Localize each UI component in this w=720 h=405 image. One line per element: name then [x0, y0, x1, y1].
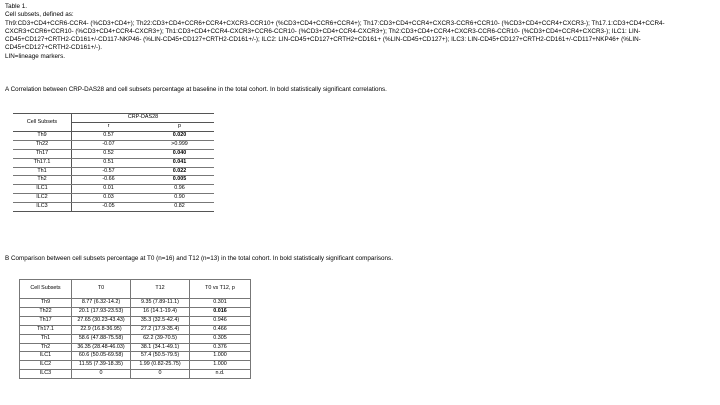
cell-subset: Th17 — [13, 149, 72, 158]
cell-t12: 35.3 (32.5-42.4) — [131, 316, 190, 325]
cell-t0: 20.1 (17.93-23.53) — [72, 307, 131, 316]
cell-p: 0.96 — [145, 185, 214, 194]
table-row — [13, 158, 214, 167]
cell-subset: Th2 — [20, 343, 72, 352]
cell-p: 0.301 — [190, 299, 251, 308]
table-row — [13, 140, 214, 149]
cell-p: 0.041 — [145, 158, 214, 167]
cell-subset: ILC3 — [20, 370, 72, 379]
cell-t0: 0 — [72, 370, 131, 379]
section-a-heading: A Correlation between CRP-DAS28 and cell subsets percentage at baseline in the total cohort. In bold statistically significant correlations. — [5, 86, 387, 93]
cell-t12: 16 (14.1-19.4) — [131, 307, 190, 316]
cell-t12: 1.99 (0.82-25.75) — [131, 361, 190, 370]
cell-p: 0.020 — [145, 131, 214, 140]
cell-t12: 9.35 (7.89-11.1) — [131, 299, 190, 308]
cell-p: 0.022 — [145, 167, 214, 176]
cell-r: 0.57 — [72, 131, 146, 140]
cell-subset: ILC1 — [20, 352, 72, 361]
cell-t0: 36.35 (28.48-46.03) — [72, 343, 131, 352]
cell-t12: 62.2 (39-70.5) — [131, 334, 190, 343]
table-row — [13, 149, 214, 158]
table-row — [20, 334, 251, 343]
table-row — [20, 361, 251, 370]
cell-r: -0.66 — [72, 176, 146, 185]
comparison-table — [19, 279, 251, 379]
cell-p: 0.016 — [190, 307, 251, 316]
cell-t0: 11.55 (7.39-18.35) — [72, 361, 131, 370]
definition-line: Th9:CD3+CD4+CCR6-CCR4- (%CD3+CD4+); Th22:CD3+CD4+CCR6+CCR4+CXCR3-CCR10+ (%CD3+CD4+CCR6+CCR4+); Th17:CD3+CD4+CCR4+CXCR3-CCR6+CCR10- (%CD3+CD4+CCR4+CXCR3-); Th17.1:CD3+CD4+CCR4- — [5, 19, 665, 27]
cell-subset: Th9 — [20, 299, 72, 308]
cell-p: 0.466 — [190, 325, 251, 334]
cell-subset: Th22 — [20, 307, 72, 316]
cell-subset: Th9 — [13, 131, 72, 140]
correlation-table — [13, 113, 214, 212]
col-header-crp-das28: CRP-DAS28 — [72, 114, 215, 123]
cell-t0: 27.65 (30.23-43.43) — [72, 316, 131, 325]
cell-p: 0.946 — [190, 316, 251, 325]
table-row — [20, 343, 251, 352]
cell-r: -0.05 — [72, 203, 146, 212]
cell-t0: 22.9 (16.8-36.95) — [72, 325, 131, 334]
cell-t0: 60.6 (50.05-69.58) — [72, 352, 131, 361]
table-row — [20, 299, 251, 308]
col-header-t12: T12 — [131, 280, 190, 299]
cell-p: 1.000 — [190, 361, 251, 370]
cell-p: 1.000 — [190, 352, 251, 361]
cell-subset: ILC3 — [13, 203, 72, 212]
cell-subset: ILC2 — [20, 361, 72, 370]
col-header-p: T0 vs T12, p — [190, 280, 251, 299]
table-caption — [5, 3, 713, 61]
col-header-cell-subsets: Cell Subsets — [13, 114, 72, 132]
cell-p: 0.82 — [145, 203, 214, 212]
cell-t0: 58.6 (47.88-75.58) — [72, 334, 131, 343]
cell-t0: 8.77 (6.32-14.2) — [72, 299, 131, 308]
cell-p: 0.305 — [190, 334, 251, 343]
col-header-r: r — [72, 123, 146, 132]
table-row — [20, 307, 251, 316]
cell-r: 0.52 — [72, 149, 146, 158]
cell-p: n.d. — [190, 370, 251, 379]
table-row — [20, 325, 251, 334]
cell-r: 0.01 — [72, 185, 146, 194]
cell-t12: 38.1 (34.1-49.1) — [131, 343, 190, 352]
cell-subset: Th17.1 — [20, 325, 72, 334]
cell-r: 0.03 — [72, 194, 146, 203]
cell-subset: Th17.1 — [13, 158, 72, 167]
comparison-table-body — [20, 299, 251, 379]
table-row — [20, 316, 251, 325]
table-row — [20, 370, 251, 379]
correlation-table-body — [13, 131, 214, 211]
table-row — [20, 352, 251, 361]
definition-line: LIN=lineage markers. — [5, 52, 66, 60]
cell-subset: Th2 — [13, 176, 72, 185]
table-row — [13, 167, 214, 176]
col-header-p: p — [145, 123, 214, 132]
cell-p: >0.999 — [145, 140, 214, 149]
cell-p: 0.376 — [190, 343, 251, 352]
cell-t12: 57.4 (50.5-79.5) — [131, 352, 190, 361]
cell-subset: ILC1 — [13, 185, 72, 194]
cell-subset: Th22 — [13, 140, 72, 149]
table-row — [13, 203, 214, 212]
cell-subset: Th1 — [13, 167, 72, 176]
cell-r: -0.57 — [72, 167, 146, 176]
cell-r: 0.51 — [72, 158, 146, 167]
col-header-t0: T0 — [72, 280, 131, 299]
table-row — [13, 131, 214, 140]
definitions-heading: Cell subsets, defined as: — [5, 11, 74, 19]
cell-subset: ILC2 — [13, 194, 72, 203]
cell-t12: 27.2 (17.9-35.4) — [131, 325, 190, 334]
table-row — [13, 194, 214, 203]
section-b-heading: B Comparison between cell subsets percentage at T0 (n=16) and T12 (n=13) in the total cohort. In bold statistically significant comparisons. — [5, 255, 393, 262]
table-title: Table 1. — [5, 3, 28, 10]
cell-subset: Th1 — [20, 334, 72, 343]
cell-p: 0.040 — [145, 149, 214, 158]
definition-line: CD45+CD127+CRTH2-CD161+/-). — [5, 44, 102, 52]
cell-r: -0.07 — [72, 140, 146, 149]
col-header-cell-subsets: Cell Subsets — [20, 280, 72, 299]
table-row — [13, 185, 214, 194]
definition-line: CD45+CD127+CRTH2-CD161+/-CD117-NKP46- (%LIN-CD45+CD127+CRTH2-CD161+/-); ILC2: LIN-CD45+CD127+CRTH2+CD161+ (%LIN-CD45+CD127+); ILC3: LIN-CD45+CD127+CRTH2-CD161+/-CD117+NKP46+ (%LIN- — [5, 36, 641, 44]
cell-t12: 0 — [131, 370, 190, 379]
table-row — [13, 176, 214, 185]
cell-subset: Th17 — [20, 316, 72, 325]
cell-p: 0.90 — [145, 194, 214, 203]
cell-p: 0.005 — [145, 176, 214, 185]
definition-line: CXCR3+CCR6+CCR10- (%CD3+CD4+CCR4-CXCR3+); Th1:CD3+CD4+CCR4-CXCR3+CCR6-CCR10- (%CD3+CD4+CCR4-CXCR3+); Th2:CD3+CD4+CCR4+CXCR3-CCR6-CCR10- (%CD3+CD4+CCR4+CXCR3-); ILC1: LIN- — [5, 27, 641, 35]
